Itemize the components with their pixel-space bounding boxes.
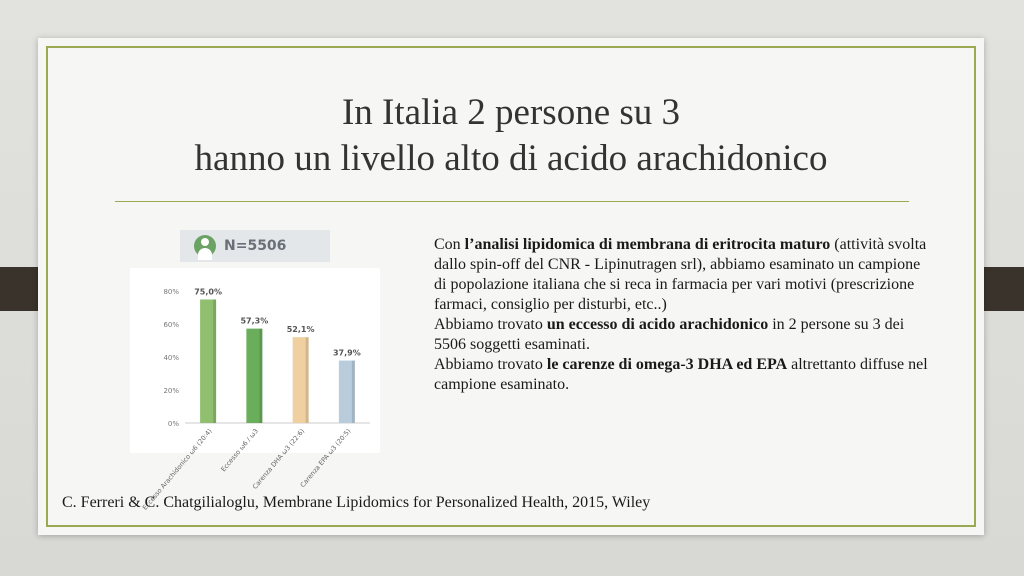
bar-shade [306,337,309,423]
title-line-2: hanno un livello alto di acido arachidonico [194,138,828,179]
bar-chart-svg [130,268,380,512]
category-label: Carenza EPA ω3 (20:5) [298,427,353,490]
category-label: Carenza DHA ω3 (22:6) [250,427,307,491]
paragraph-2-bold: un eccesso di acido arachidonico [546,316,769,333]
paragraph-3 [434,355,934,395]
citation: C. Ferreri & C. Chatgilialoglu, Membrane Lipidomics for Personalized Health, 2015, Wiley [62,494,651,511]
y-tick-label: 0% [167,420,179,428]
category-label: Eccesso ω6 / ω3 [219,427,260,474]
paragraph-2-after: in 2 persone su 3 dei 5506 soggetti esaminati. [434,316,905,353]
user-icon [194,235,216,257]
paragraph-1-after: (attività svolta dallo spin-off del CNR - Lipinutragen srl), abbiamo esaminato un campione di popolazione italiana che si reca in farmacia per vari motivi (prescrizione farmaci, consiglio per disturbi, etc..) [434,236,927,313]
bar-chart [130,268,380,512]
title-divider [115,201,909,202]
data-label: 75,0% [194,287,223,297]
data-label: 57,3% [240,316,269,326]
paragraph-3-before: Abbiamo trovato [434,356,547,373]
paragraph-2-before: Abbiamo trovato [434,316,547,333]
bar-shade [259,329,262,423]
category-label: Eccesso Arachidonico ω6 (20:4) [140,427,214,512]
sample-size-label: N=5506 [224,238,287,254]
slide-title [38,90,984,182]
paragraph-3-bold: le carenze di omega-3 DHA ed EPA [546,356,788,373]
y-tick-label: 40% [163,354,179,363]
data-label: 37,9% [332,348,361,358]
bar-shade [213,299,216,423]
y-tick-label: 80% [163,288,179,297]
title-line-1: In Italia 2 persone su 3 [341,92,681,133]
sample-size-badge [180,230,330,262]
paragraph-1-bold: l’analisi lipidomica di membrana di eritrocita maturo [464,236,831,253]
paragraph-1 [434,235,934,315]
paragraph-3-after: altrettanto diffuse nel campione esaminato. [434,356,928,393]
paragraph-2 [434,315,934,355]
y-tick-label: 20% [163,387,179,396]
paragraph-1-before: Con [434,236,465,253]
y-tick-label: 60% [163,321,179,330]
body-text [434,235,934,395]
slide-card [38,38,984,535]
data-label: 52,1% [286,325,315,335]
bar-shade [352,361,355,423]
